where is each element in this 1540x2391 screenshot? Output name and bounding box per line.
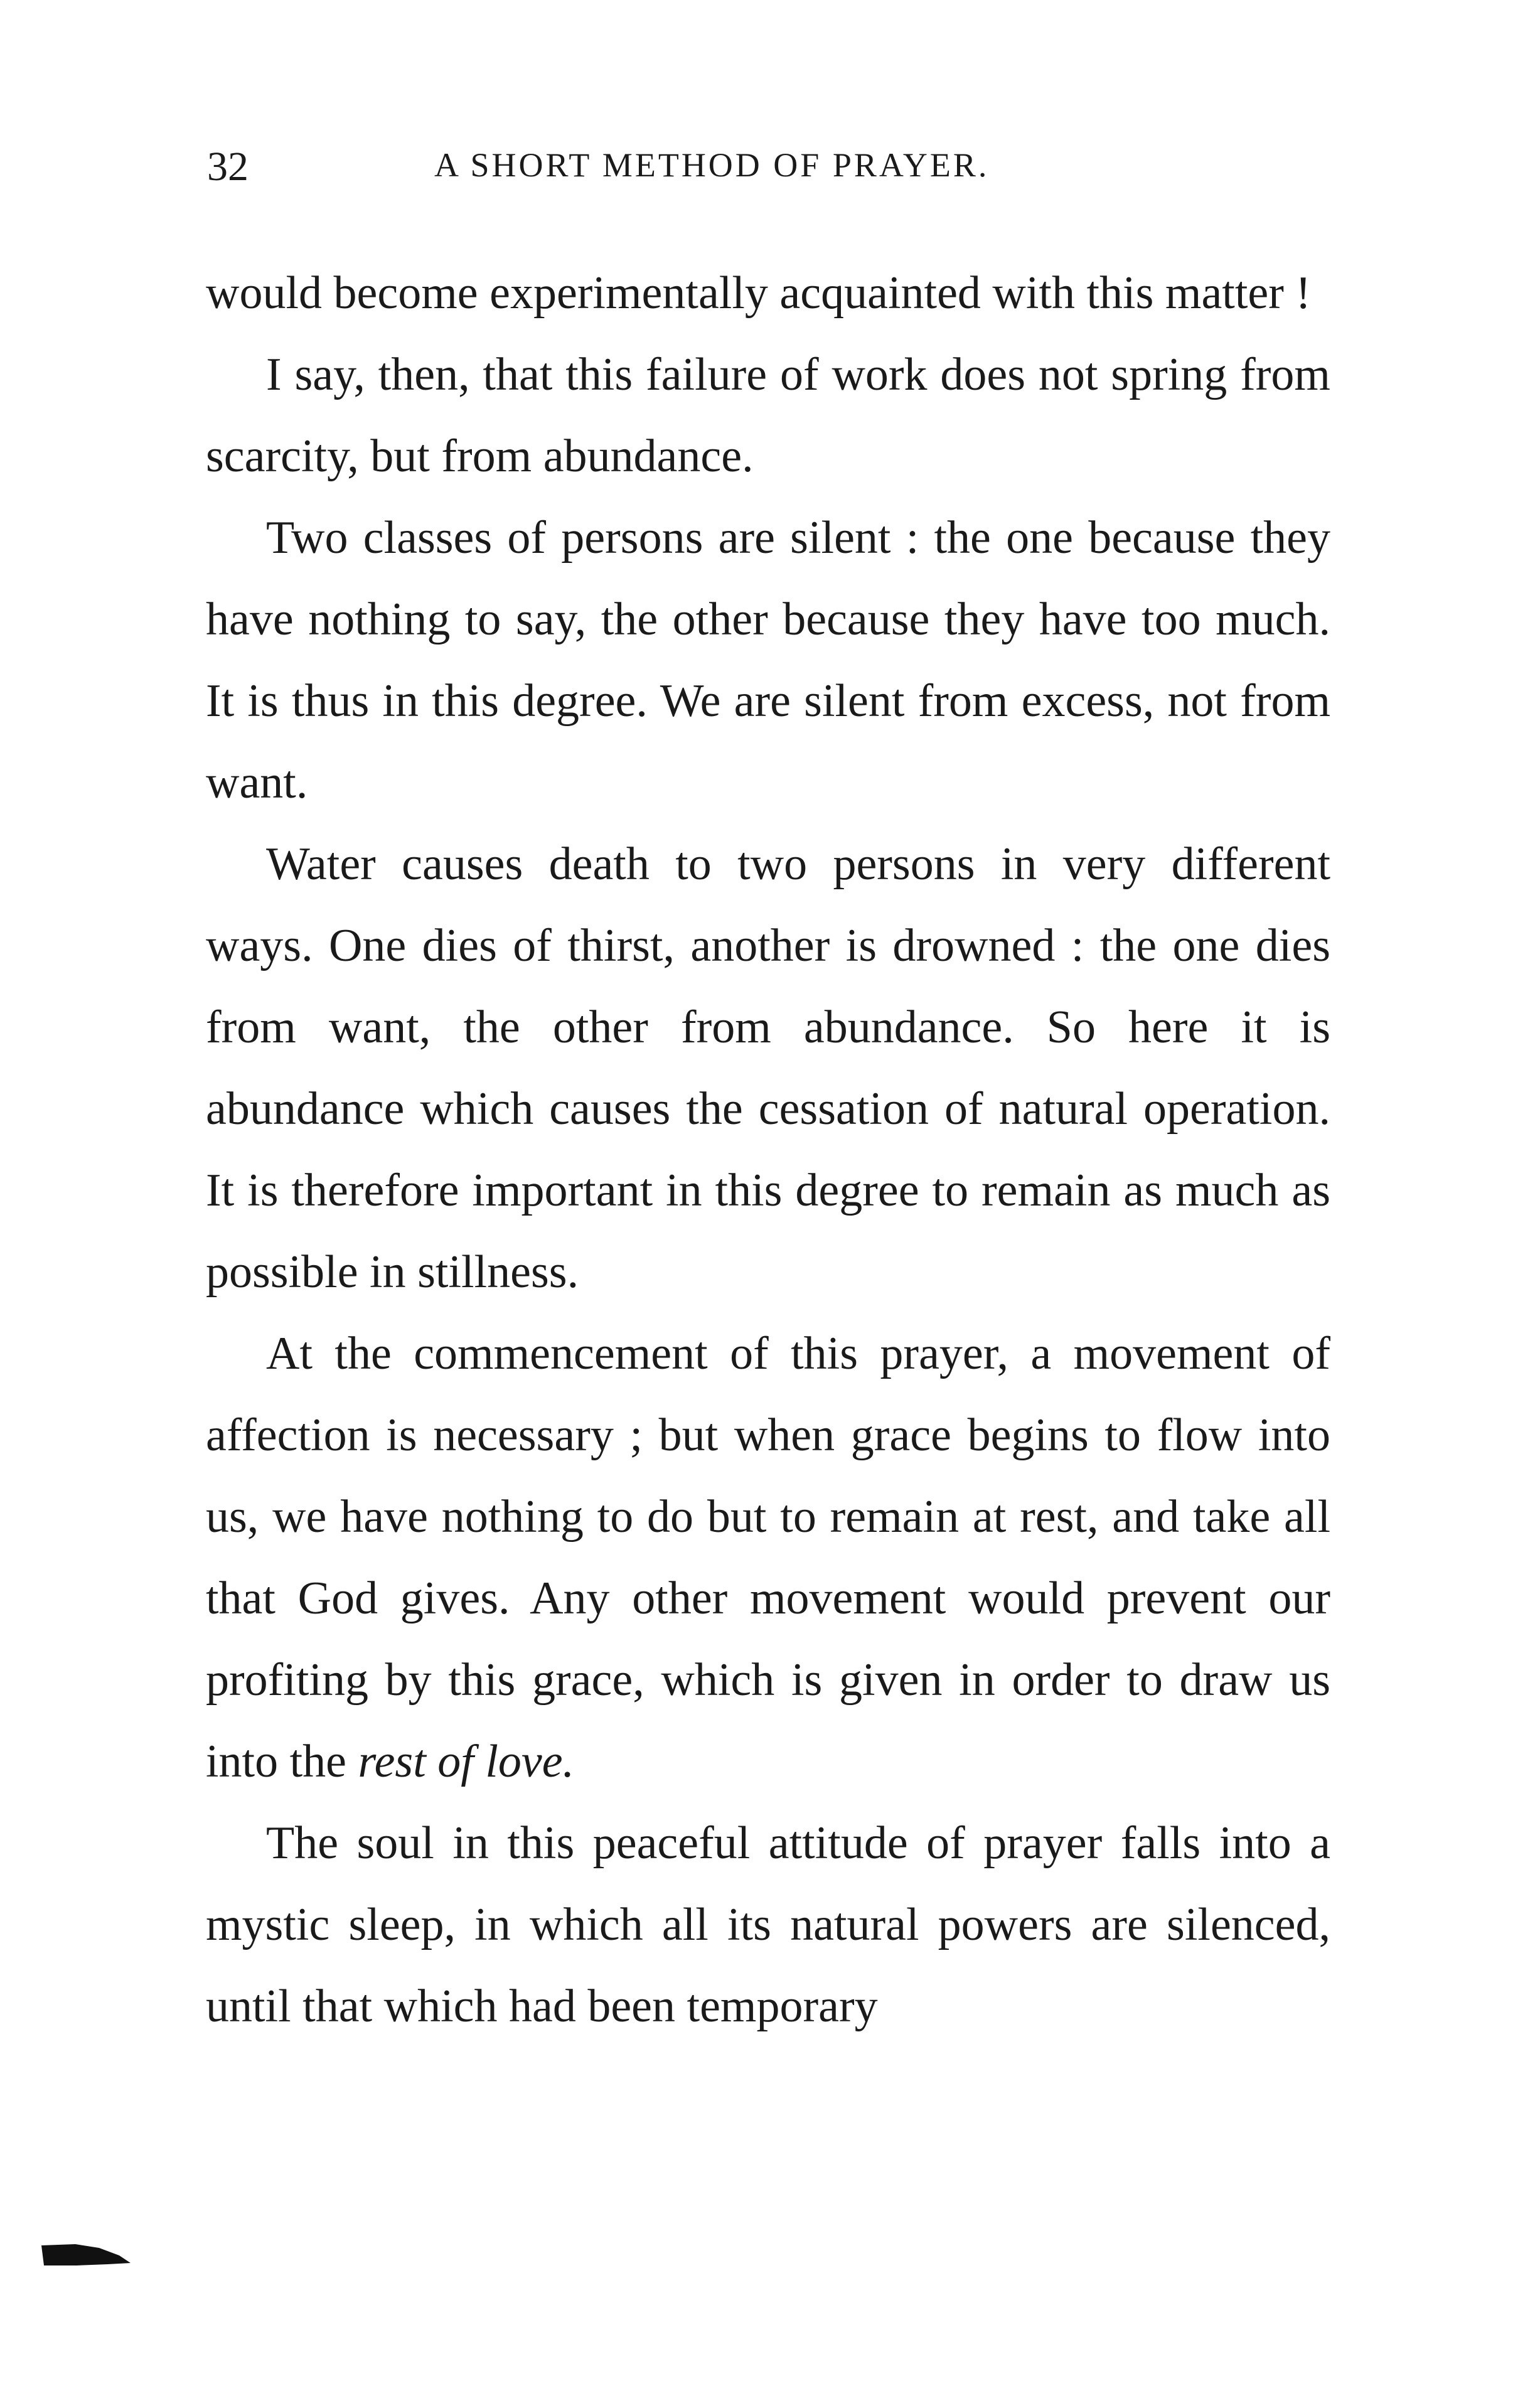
paragraph-continuation: would become experimentally acquainted with this matter ! (206, 267, 1312, 319)
page-number: 32 (207, 144, 249, 190)
running-header (207, 143, 1337, 200)
paragraph: The soul in this peaceful attitude of prayer falls into a mystic sleep, in which all its natural powers are silenced, until that which had been temporary (206, 1817, 1330, 2032)
paragraph: Water causes death to two persons in very different ways. One dies of thirst, another is drowned : the one dies from want, the other from abundance. So here it is abundance which causes the cessation of natural operation. It is therefore important in this degree to remain as much as possible in stillness. (206, 838, 1330, 1298)
paragraph: I say, then, that this failure of work does not spring from scarcity, but from abundance. (206, 349, 1330, 482)
paragraph (206, 1313, 1330, 1802)
paragraph-text: At the commencement of this prayer, a movement of affection is necessary ; but when grace begins to flow into us, we have nothing to do but to remain at rest, and take all that God gives. Any other movement would prevent our profiting by this grace, which is given in order to draw us into the (206, 1328, 1330, 1787)
catchword-mark-icon (39, 2237, 133, 2274)
running-title: A SHORT METHOD OF PRAYER. (434, 146, 990, 184)
paragraph: Two classes of persons are silent : the one because they have nothing to say, the other because they have too much. It is thus in this degree. We are silent from excess, not from want. (206, 512, 1330, 808)
italic-phrase: rest of love. (358, 1736, 575, 1787)
body-text (206, 252, 1330, 2047)
catchword-mark-shape (41, 2244, 131, 2265)
